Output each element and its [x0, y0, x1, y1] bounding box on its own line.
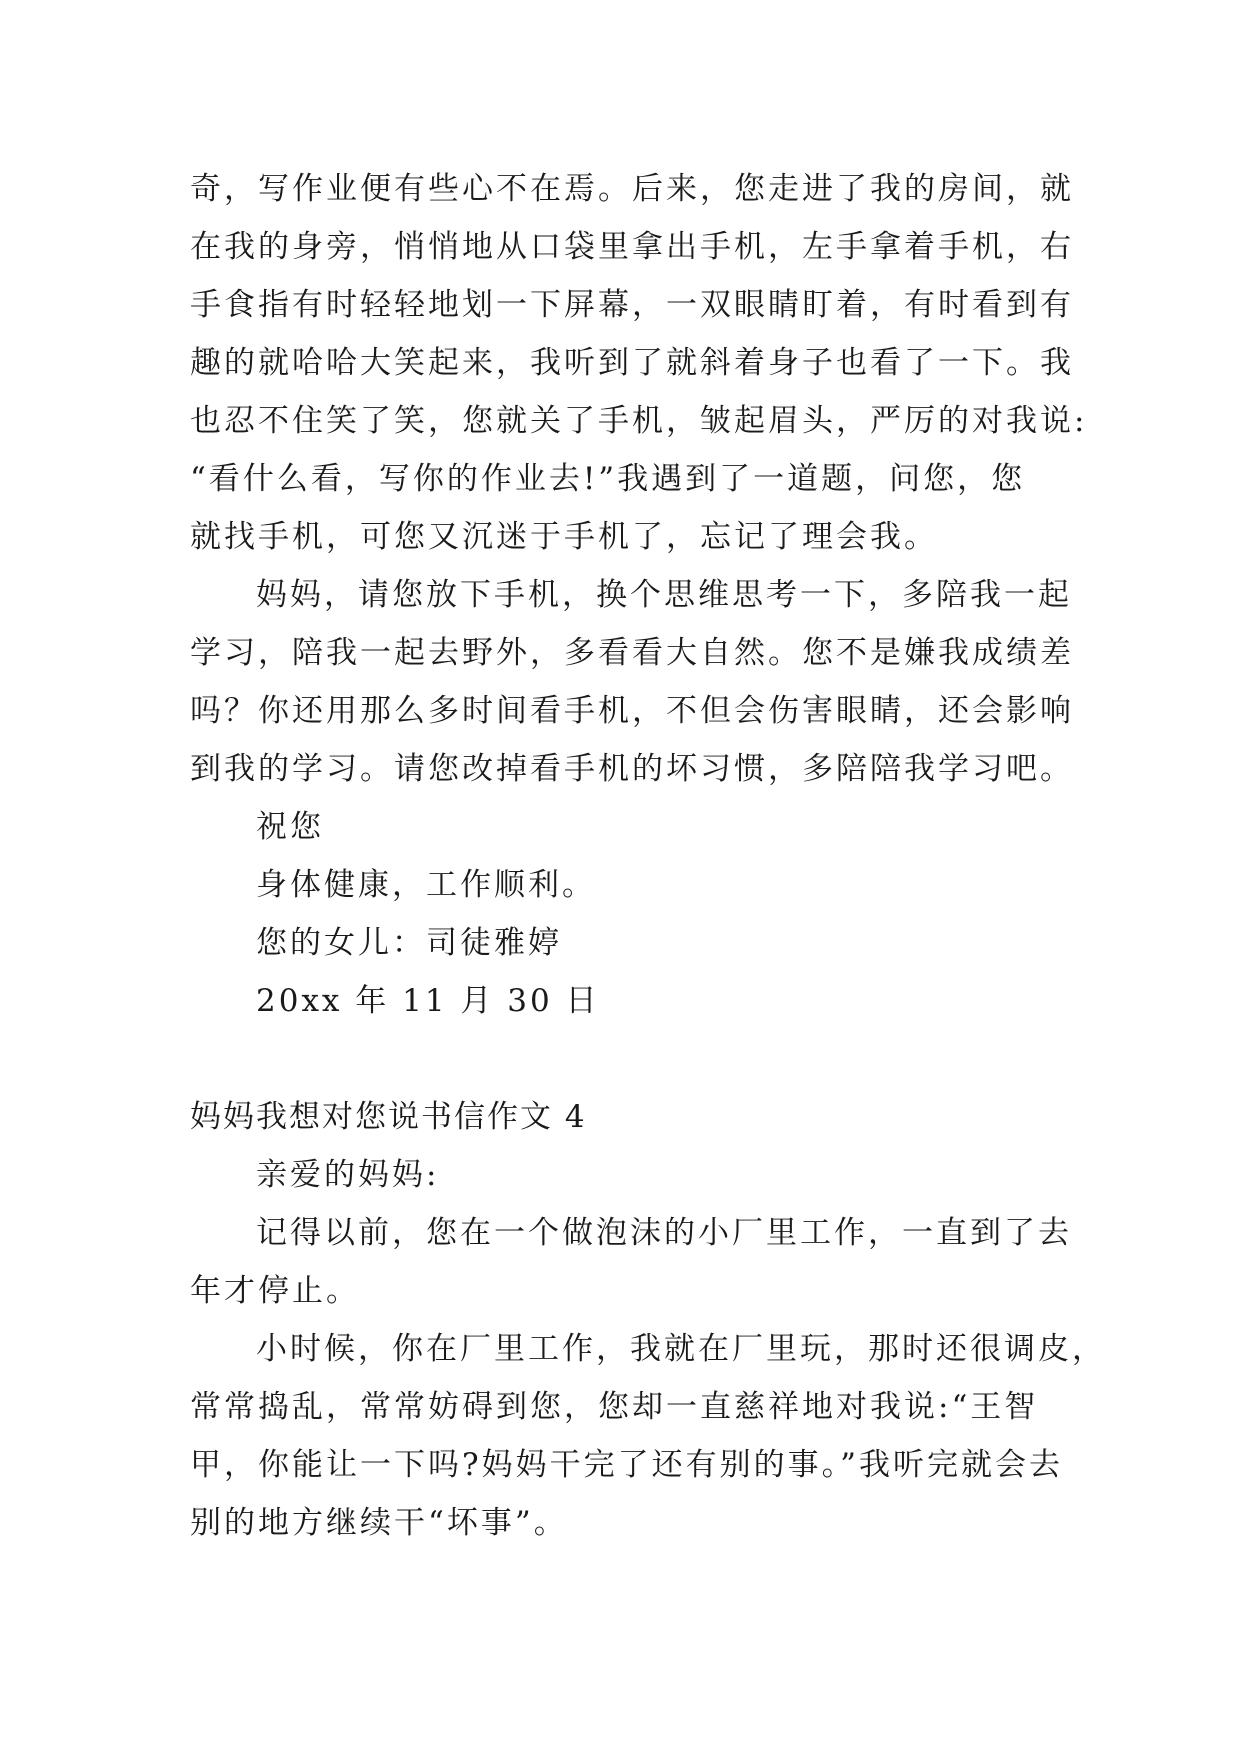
letter-date: 20xx 年 11 月 30 日 — [256, 983, 600, 1019]
text-line: 别的地方继续干“坏事”。 — [190, 1505, 568, 1541]
text-line: 趣的就哈哈大笑起来，我听到了就斜着身子也看了一下。我 — [190, 345, 1074, 381]
text-line: 就找手机，可您又沉迷于手机了，忘记了理会我。 — [190, 519, 938, 555]
text-line: 在我的身旁，悄悄地从口袋里拿出手机，左手拿着手机，右 — [190, 229, 1074, 265]
letter-greeting: 亲爱的妈妈: — [256, 1157, 440, 1193]
paragraph-homework-phone — [190, 160, 1088, 566]
text-line: 记得以前，您在一个做泡沫的小厂里工作，一直到了去 — [256, 1215, 1072, 1251]
letter-body — [190, 160, 1106, 1552]
section-title: 妈妈我想对您说书信作文 4 — [190, 1099, 587, 1135]
text-line: 吗？你还用那么多时间看手机，不但会伤害眼睛，还会影响 — [190, 693, 1074, 729]
text-line: 妈妈，请您放下手机，换个思维思考一下，多陪我一起 — [256, 577, 1072, 613]
text-line: 小时候，你在厂里工作，我就在厂里玩，那时还很调皮， — [256, 1331, 1106, 1367]
text-line: “看什么看，写你的作业去!”我遇到了一道题，问您，您 — [190, 461, 1026, 497]
section-gap — [190, 1030, 1070, 1088]
text-line: 手食指有时轻轻地划一下屏幕，一双眼睛盯着，有时看到有 — [190, 287, 1074, 323]
text-line: 奇，写作业便有些心不在焉。后来，您走进了我的房间，就 — [190, 171, 1074, 207]
text-line: 到我的学习。请您改掉看手机的坏习惯，多陪陪我学习吧。 — [190, 751, 1074, 787]
closing-wish: 身体健康，工作顺利。 — [256, 867, 596, 903]
text-line: 甲，你能让一下吗?妈妈干完了还有别的事。”我听完就会去 — [190, 1447, 1063, 1483]
text-line: 常常捣乱，常常妨碍到您，您却一直慈祥地对我说:“王智 — [190, 1389, 1039, 1425]
text-line: 也忍不住笑了笑，您就关了手机，皱起眉头，严厉的对我说: — [190, 403, 1088, 439]
text-line: 学习，陪我一起去野外，多看看大自然。您不是嫌我成绩差 — [190, 635, 1074, 671]
paragraph-factory-work — [190, 1204, 1070, 1320]
signature: 您的女儿：司徒雅婷 — [256, 925, 562, 961]
paragraph-childhood — [190, 1320, 1106, 1552]
closing-salutation: 祝您 — [256, 809, 324, 845]
paragraph-put-down-phone — [190, 566, 1074, 798]
text-line: 年才停止。 — [190, 1273, 360, 1309]
